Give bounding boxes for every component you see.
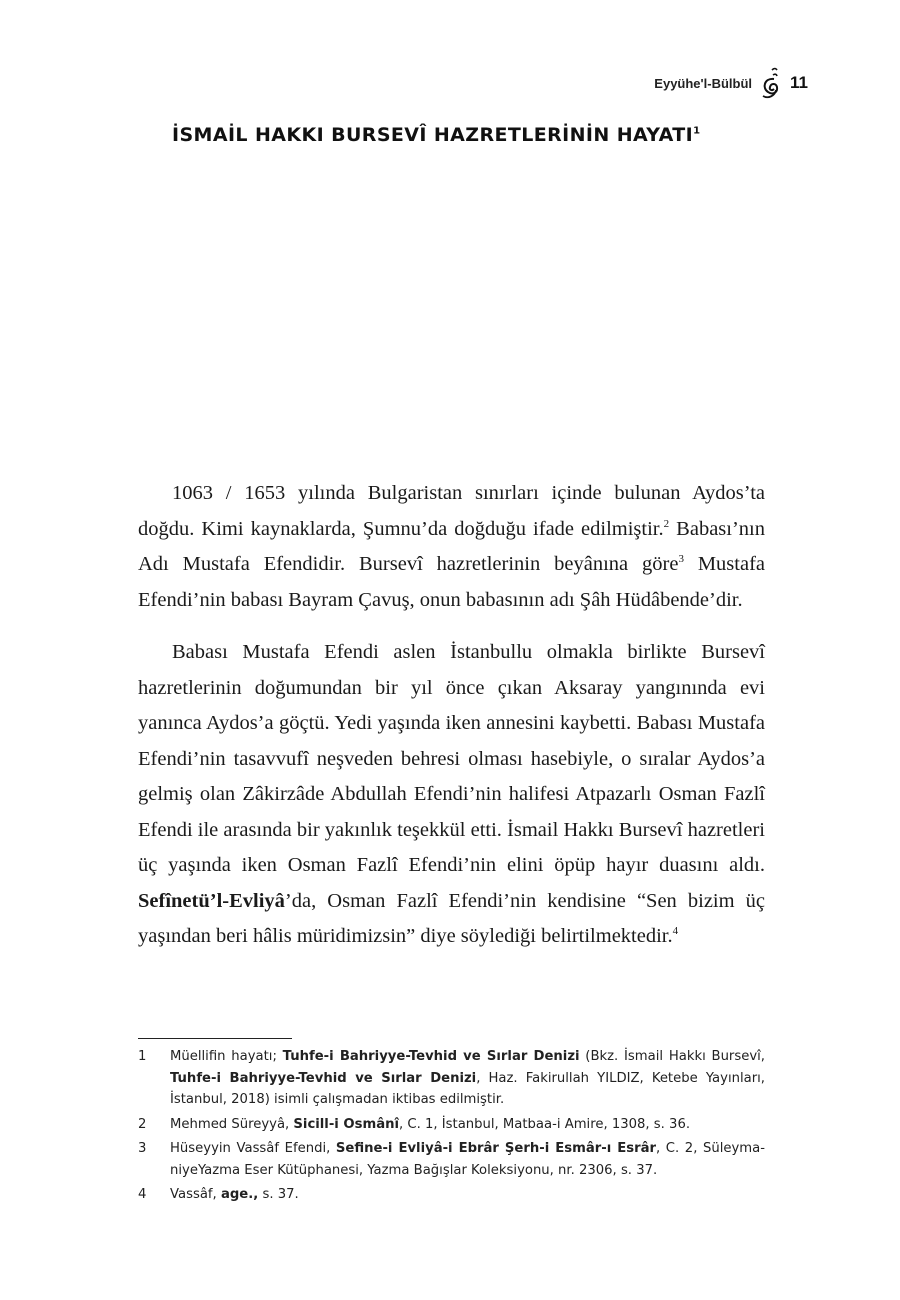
footnote	[138, 1184, 765, 1206]
page-number: 11	[790, 73, 808, 92]
footnote-text	[170, 1184, 765, 1206]
paragraph	[138, 476, 765, 618]
footnote-text-part: , Haz. Fakirullah YILDIZ, Ketebe Yayınları, İstanbul, 2018) isimli çalışmadan iktibas edilmiştir.	[170, 1070, 765, 1107]
calligraphy-ornament-icon	[758, 66, 780, 100]
footnote-text-part: Hüseyyin Vassâf Efendi,	[170, 1141, 336, 1156]
paragraph-text: Mustafa Efendi’nin babası Bayram Çavuş, onun babasının adı Şâh Hüdâbende’dir.	[138, 553, 765, 611]
footnote-bold: age.,	[220, 1187, 259, 1202]
footnote-text-part: , C. 2, SüleymaniyeYazma Eser Kütüphanesi, Yazma Bağışlar Koleksiyonu, nr. 2306, s. 37.	[170, 1141, 765, 1178]
paragraph-text: Babası Mustafa Efendi aslen İstanbullu olmakla birlikte Bursevî hazretlerinin doğumundan bir yıl önce çıkan Aksaray yangınında evi yanınca Aydos’a göçtü. Yedi yaşında iken annesini kaybetti. Babası Mustafa Efendi’nin tasavvufî neşveden behresi olması hasebiyle, o sıralar Aydos’a gelmiş olan Zâkirzâde Abdullah Efendi’nin halifesi Atpazarlı Osman Fazlî Efendi ile arasında bir yakınlık teşekkül etti. İsmail Hakkı Bursevî hazretleri üç yaşında iken Osman Fazlî Efendi’nin elini öpüp hayır duasını aldı.	[138, 641, 765, 876]
paragraph-text: Babası’nın Adı Mustafa Efendidir. Bursevî hazretlerinin beyânına göre	[138, 517, 765, 575]
footnote	[138, 1138, 765, 1181]
footnote-bold: Tuhfe-i Bahriyye-Tevhid ve Sırlar Denizi	[282, 1049, 580, 1064]
footnote-number: 3	[138, 1141, 147, 1156]
footnote-text-part: s. 37.	[258, 1187, 299, 1202]
footnote-text-part: (Bkz. İsmail Hakkı Bursevî,	[579, 1049, 766, 1064]
book-title-bold: Sefînetü’l-Evliyâ	[138, 889, 285, 912]
paragraph-text: 1063 / 1653 yılında Bulgaristan sınırları içinde bulunan Aydos’ta doğdu. Kimi kaynaklarda, Şumnu’da doğduğu ifade edilmiştir.	[138, 482, 765, 540]
footnote-number: 1	[138, 1049, 147, 1064]
chapter-title	[172, 124, 700, 146]
footnote-text	[170, 1046, 765, 1111]
footnote-text-part: Mehmed Süreyyâ,	[170, 1116, 294, 1132]
footnote-ref: 3	[678, 553, 684, 566]
chapter-title-text: İSMAİL HAKKI BURSEVÎ HAZRETLERİNİN HAYATI	[172, 124, 694, 146]
footnote-ref: 1	[693, 125, 701, 137]
footnote	[138, 1046, 765, 1111]
footnote-text-part: Müellifin hayatı;	[170, 1049, 283, 1064]
paragraph	[138, 635, 765, 955]
footnote-text-part: Vassâf,	[170, 1187, 221, 1202]
footnote-number: 2	[138, 1116, 147, 1132]
footnote-bold: Tuhfe-i Bahriyye-Tevhid ve Sırlar Denizi	[170, 1070, 477, 1086]
running-header	[654, 66, 808, 100]
footnote-ref: 2	[663, 517, 670, 530]
running-header-title: Eyyühe'l-Bülbül	[654, 75, 753, 91]
footnote-number: 4	[138, 1187, 147, 1202]
footnote-divider	[138, 1038, 292, 1039]
footnote-text-part: , C. 1, İstanbul, Matbaa-i Amire, 1308, s. 36.	[399, 1116, 691, 1132]
footnote-text	[170, 1114, 765, 1136]
footnote-text	[170, 1138, 765, 1181]
footnote-ref: 4	[672, 925, 679, 938]
footnote-bold: Sefine-i Evliyâ-i Ebrâr Şerh-i Esmâr-ı Esrâr	[335, 1141, 657, 1156]
footnotes	[138, 1046, 765, 1209]
body-text	[138, 476, 765, 972]
footnote-bold: Sicill-i Osmânî	[293, 1116, 400, 1132]
paragraph-text: ’da, Osman Fazlî Efendi’nin kendisine “Sen bizim üç yaşından beri hâlis müridimizsin” diye söylediği belirtilmektedir.	[138, 889, 765, 947]
footnote	[138, 1114, 765, 1136]
